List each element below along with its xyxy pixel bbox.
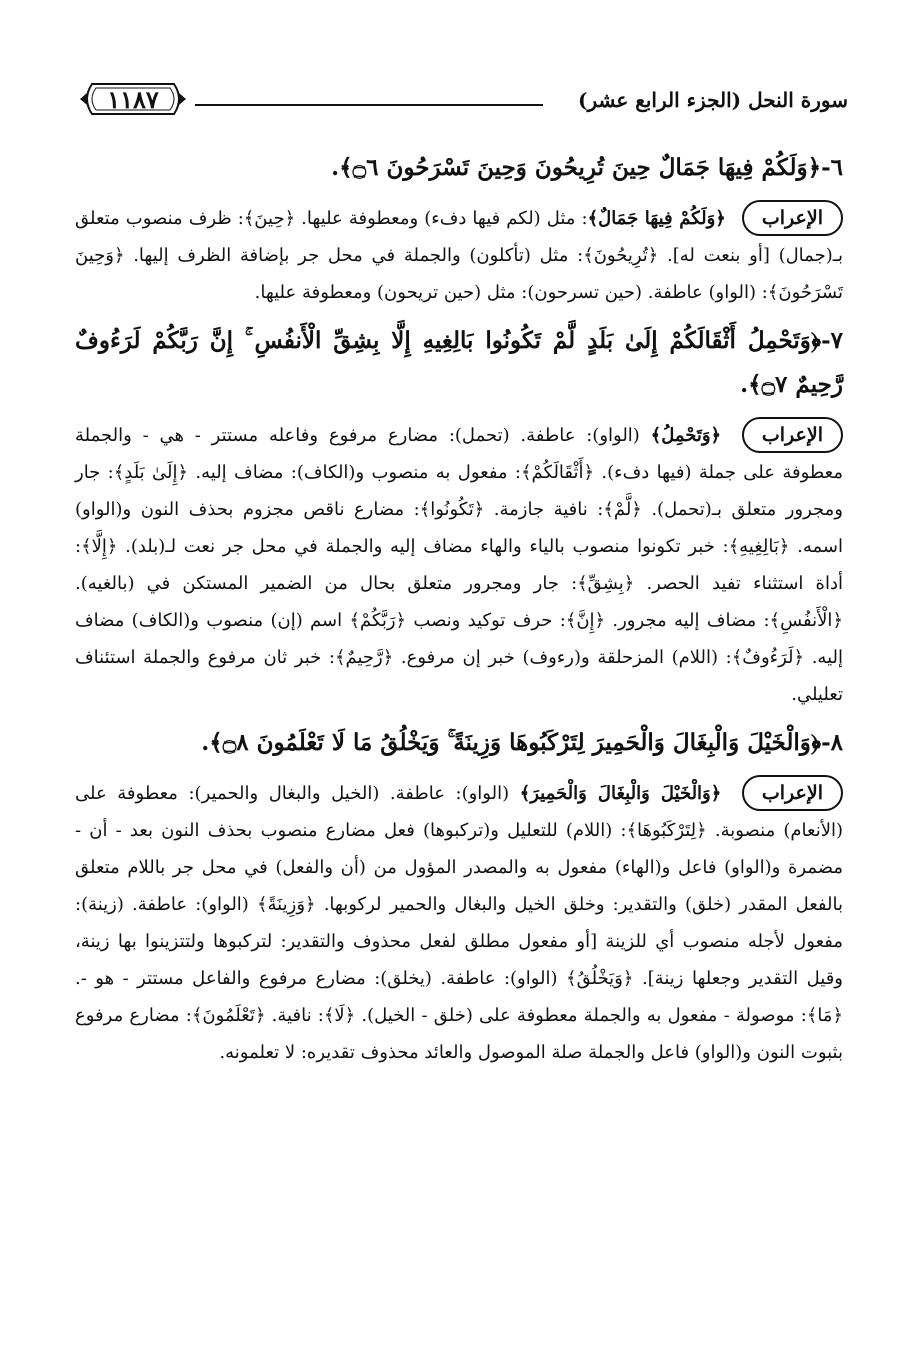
- iraab-paragraph-7: [75, 417, 843, 713]
- page-body: [75, 140, 843, 1079]
- iraab-text: : مثل (لكم فيها دفء) ومعطوفة عليها. ﴿حِينَ﴾: ظرف منصوب متعلق بـ(جمال) [أو بنعت له]. ﴿تُرِيحُونَ﴾: مثل (تأكلون) والجملة في محل جر بإضافة الظرف إليها. ﴿وَحِينَ تَسْرَحُونَ﴾: (الواو) عاطفة. (حين تسرحون): مثل (حين تريحون) ومعطوفة عليها.: [75, 208, 843, 303]
- verse-7: ٧-﴿وَتَحْمِلُ أَثْقَالَكُمْ إِلَىٰ بَلَدٍ لَّمْ تَكُونُوا بَالِغِيهِ إِلَّا بِشِقِّ الْأَنفُسِ ۚ إِنَّ رَبَّكُمْ لَرَءُوفٌ رَّحِيمٌ ۝٧﴾.: [75, 327, 843, 398]
- iraab-quote: ﴿وَالْخَيْلَ وَالْبِغَالَ وَالْحَمِيرَ﴾: [519, 783, 722, 804]
- iraab-quote: ﴿وَتَحْمِلُ﴾: [650, 425, 722, 446]
- iraab-text: (الواو): عاطفة. (تحمل): مضارع مرفوع وفاعله مستتر - هي - والجملة معطوفة على جملة (فيها دفء). ﴿أَثْقَالَكُمْ﴾: مفعول به منصوب و(الكاف): مضاف إليه. ﴿إِلَىٰ بَلَدٍ﴾: جار ومجرور متعلق بـ(تحمل). ﴿لَّمْ﴾: نافية جازمة. ﴿تَكُونُوا﴾: مضارع ناقص مجزوم بحذف النون و(الواو) اسمه. ﴿بَالِغِيهِ﴾: خبر تكونوا منصوب بالياء والهاء مضاف إليه والجملة في محل جر نعت لـ(بلد). ﴿إِلَّا﴾: أداة استثناء تفيد الحصر. ﴿بِشِقِّ﴾: جار ومجرور متعلق بحال من الضمير المستكن في (بالغيه). ﴿الْأَنفُسِ﴾: مضاف إليه مجرور. ﴿إِنَّ﴾: حرف توكيد ونصب ﴿رَبَّكُمْ﴾ اسم (إن) منصوب و(الكاف) مضاف إليه. ﴿لَرَءُوفٌ﴾: (اللام) المزحلقة و(رءوف) خبر إن مرفوع. ﴿رَّحِيمٌ﴾: خبر ثان مرفوع والجملة استئناف تعليلي.: [75, 425, 843, 705]
- iraab-label: الإعراب: [742, 775, 843, 811]
- page-number: ١١٨٧: [107, 84, 159, 114]
- iraab-label: الإعراب: [742, 200, 843, 236]
- iraab-quote: ﴿وَلَكُمْ فِيهَا جَمَالٌ﴾: [587, 208, 726, 229]
- page-header: [70, 80, 848, 124]
- page-number-frame: [78, 80, 188, 118]
- header-title: سورة النحل (الجزء الرابع عشر): [577, 88, 848, 112]
- iraab-text: (الواو): عاطفة. (الخيل والبغال والحمير): معطوفة على (الأنعام) منصوبة. ﴿لِتَرْكَبُوهَا﴾: (اللام) للتعليل و(تركبوها) فعل مضارع منصوب بحذف النون بعد - أن - مضمرة و(الواو) فاعل و(الهاء) مفعول به والمصدر المؤول من (أن والفعل) في محل جر باللام متعلق بالفعل المقدر (خلق) والتقدير: وخلق الخيل والبغال والحمير لركوبها. ﴿وَزِينَةً﴾ (الواو): عاطفة. (زينة): مفعول لأجله منصوب أي للزينة [أو مفعول مطلق لفعل محذوف والتقدير: لتركبوها ولتتزينوا بها زينة، وقيل التقدير وجعلها زينة]. ﴿وَيَخْلُقُ﴾ (الواو): عاطفة. (يخلق): مضارع مرفوع والفاعل مستتر - هو -. ﴿مَا﴾: موصولة - مفعول به والجملة معطوفة على (خلق - الخيل). ﴿لَا﴾: نافية. ﴿تَعْلَمُونَ﴾: مضارع مرفوع بثبوت النون و(الواو) فاعل والجملة صلة الموصول والعائد محذوف تقديره: لا تعلمونه.: [75, 783, 843, 1063]
- iraab-paragraph-6: [75, 200, 843, 311]
- verse-6: ٦-﴿وَلَكُمْ فِيهَا جَمَالٌ حِينَ تُرِيحُونَ وَحِينَ تَسْرَحُونَ ۝٦﴾.: [331, 154, 843, 181]
- header-rule: [195, 104, 543, 106]
- verse-8: ٨-﴿وَالْخَيْلَ وَالْبِغَالَ وَالْحَمِيرَ لِتَرْكَبُوهَا وَزِينَةً ۚ وَيَخْلُقُ مَا لَا تَعْلَمُونَ ۝٨﴾.: [201, 729, 843, 756]
- iraab-paragraph-8: [75, 775, 843, 1071]
- iraab-label: الإعراب: [742, 417, 843, 453]
